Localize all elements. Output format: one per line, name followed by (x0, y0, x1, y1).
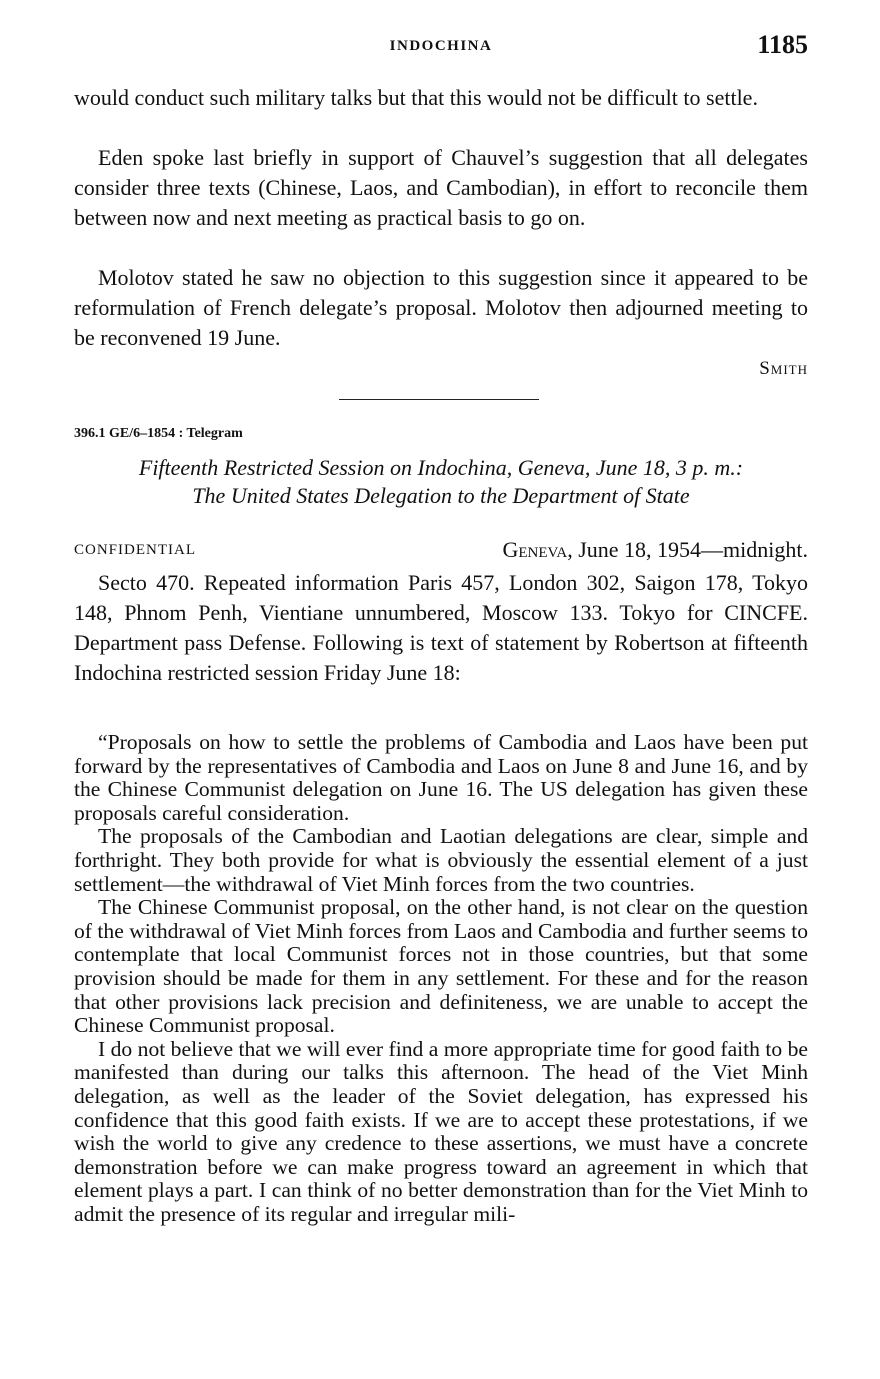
paragraph-molotov: Molotov stated he saw no objection to this suggestion since it appeared to be reformulation of French delegate’s proposal. Molotov then adjourned meeting to be reconvened 19 June. (74, 265, 808, 350)
dateline-place: Geneva (502, 537, 568, 562)
quote-paragraph-2: The proposals of the Cambodian and Laotian delegations are clear, simple and forthright. They both provide for what is obviously the essential element of a just settlement—the withdrawal of Viet Minh forces from the two countries. (74, 824, 808, 896)
page-number: 1185 (757, 30, 808, 59)
quoted-statement (74, 731, 808, 1226)
dateline (502, 537, 808, 563)
document-title (74, 454, 808, 510)
page-header (74, 30, 808, 64)
quote-paragraph-4: I do not believe that we will ever find a more appropriate time for good faith to be manifested than during our talks this afternoon. The head of the Viet Minh delegation, as well as the leader of the Soviet delegation, has expressed his confidence that this good faith exists. If we are to accept these protestations, if we wish the world to give any credence to these assertions, we must have a concrete demonstration before we can make progress toward an agreement in which that element plays a part. I can think of no better demonstration than for the Viet Minh to admit the presence of its regular and irregular mili- (74, 1036, 808, 1226)
document-title-line-1: Fifteenth Restricted Session on Indochina, Geneva, June 18, 3 p. m.: (138, 455, 744, 480)
quote-paragraph-1: “Proposals on how to settle the problems of Cambodia and Laos have been put forward by the representatives of Cambodia and Laos on June 8 and June 16, and by the Chinese Communist delegation on June 16. The US delegation has given these proposals careful consideration. (74, 730, 808, 825)
document-title-line-2: The United States Delegation to the Department of State (192, 483, 690, 508)
quote-paragraph-3: The Chinese Communist proposal, on the other hand, is not clear on the question of the withdrawal of Viet Minh forces from Laos and Cambodia and further seems to contemplate that local Communist forces not in those countries, but that some provision should be made for them in any settlement. For these and for the reason that other provisions lack precision and definiteness, we are unable to accept the Chinese Communist proposal. (74, 895, 808, 1038)
running-head: INDOCHINA (389, 38, 493, 54)
paragraph-continuation: would conduct such military talks but that this would not be difficult to settle. (74, 85, 758, 110)
section-divider (339, 399, 539, 400)
paragraph-eden: Eden spoke last briefly in support of Chauvel’s suggestion that all delegates consider three texts (Chinese, Laos, and Cambodian), in effort to reconcile them between now and next meeting as practical basis to go on. (74, 145, 808, 230)
file-reference: 396.1 GE/6–1854 : Telegram (74, 426, 243, 441)
telegram-intro: Secto 470. Repeated information Paris 457, London 302, Saigon 178, Tokyo 148, Phnom Penh, Vientiane unnumbered, Moscow 133. Tokyo for CINCFE. Department pass Defense. Following is text of statement by Robertson at fifteenth Indochina restricted session Friday June 18: (74, 570, 808, 685)
classification: CONFIDENTIAL (74, 542, 196, 558)
signature: Smith (759, 358, 808, 379)
dateline-date: , June 18, 1954—midnight. (567, 537, 808, 562)
